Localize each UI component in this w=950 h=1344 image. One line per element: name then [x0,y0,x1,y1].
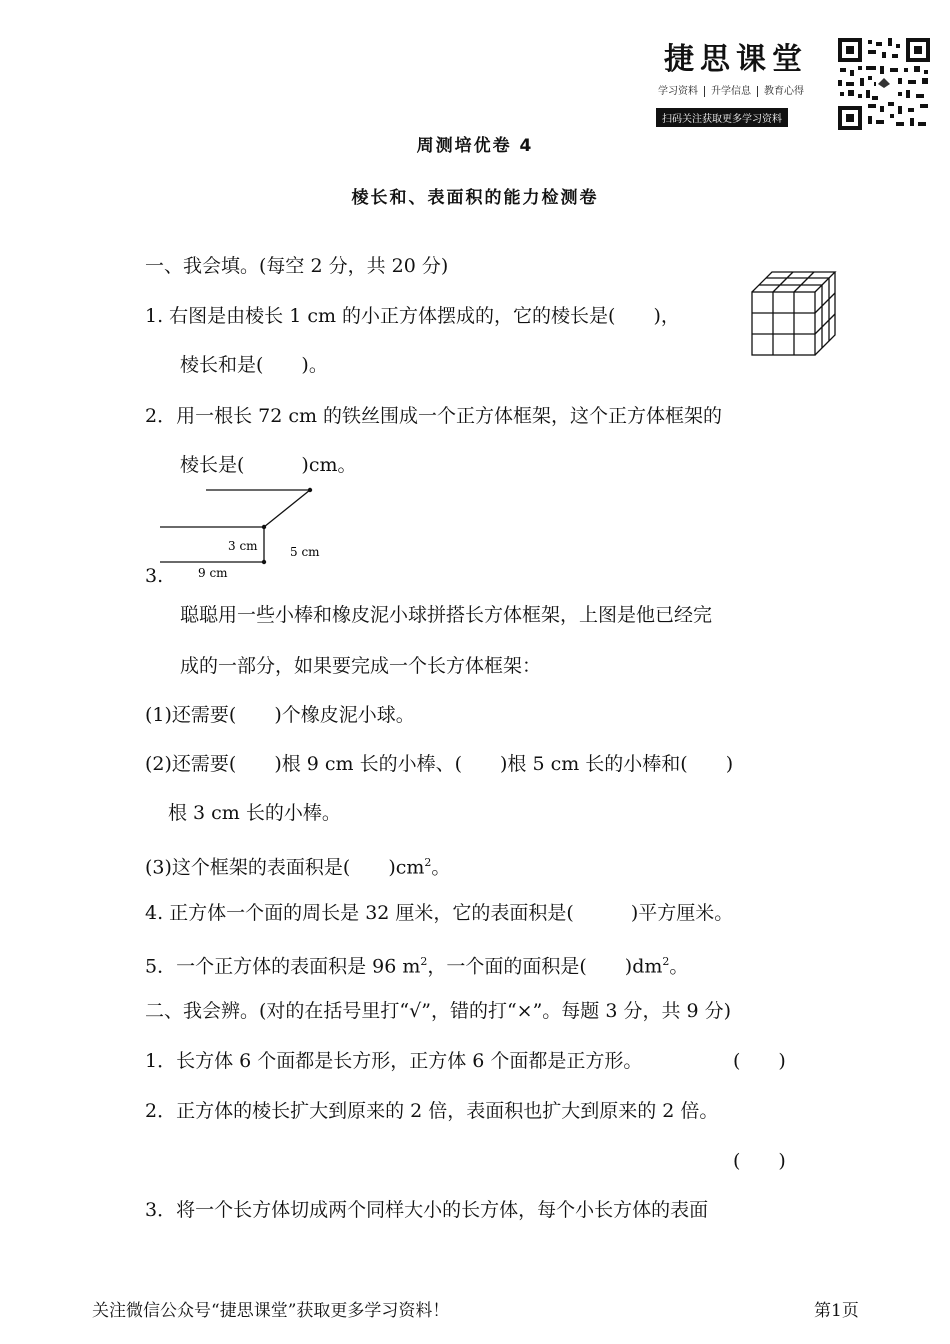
page-subtitle: 棱长和、表面积的能力检测卷 [351,188,599,208]
qr-code-icon [838,38,930,130]
q3-sub2-line2: 根 3 cm 长的小棒。 [168,802,341,824]
brand-name: 捷思课堂 [664,42,808,77]
page-title: 周测培优卷 4 [416,136,534,156]
s2-q3-text: 3．将一个长方体切成两个同样大小的长方体，每个小长方体的表面 [145,1199,709,1221]
s2-q1-bracket[interactable]: ( ) [733,1050,786,1072]
q2-line1: 2．用一根长 72 cm 的铁丝围成一个正方体框架，这个正方体框架的 [145,405,723,427]
s2-q2-text: 2．正方体的棱长扩大到原来的 2 倍，表面积也扩大到原来的 2 倍。 [145,1100,719,1122]
section1-heading: 一、我会填。(每空 2 分，共 20 分) [145,255,449,277]
brand-tag: 教育心得 [764,86,804,97]
q5-text-c: 。 [669,955,689,978]
page-number: 第1页 [814,1301,859,1321]
brand-tag: 学习资料 [652,86,705,97]
s2-q1-text: 1．长方体 6 个面都是长方形，正方体 6 个面都是正方形。 [145,1050,643,1072]
q5-sup-a: 2 [420,955,428,968]
length-label: 9 cm [198,566,228,580]
height-label: 3 cm [228,539,258,553]
brand-banner: 扫码关注获取更多学习资料 [656,108,788,127]
q3-sub3 [145,850,450,880]
q5-text-a: 5．一个正方体的表面积是 96 m [145,955,421,978]
frame-figure [156,484,336,580]
brand-tags [652,82,810,97]
footer-note: 关注微信公众号“捷思课堂”获取更多学习资料！ [92,1301,450,1321]
q1-line1: 1. 右图是由棱长 1 cm 的小正方体摆成的，它的棱长是( )， [145,305,680,327]
s2-q2-bracket[interactable]: ( ) [733,1150,786,1172]
q3-sub3-sup: 2 [424,856,432,869]
q3-line2: 成的一部分，如果要完成一个长方体框架： [180,655,542,677]
q4-line: 4. 正方体一个面的周长是 32 厘米，它的表面积是( )平方厘米。 [145,902,734,924]
q3-sub1: (1)还需要( )个橡皮泥小球。 [145,704,415,726]
brand-tag: 升学信息 [705,86,758,97]
q3-number: 3. [145,565,164,587]
q3-sub3-text: (3)这个框架的表面积是( )cm [145,856,425,879]
q1-line2: 棱长和是( )。 [180,354,328,376]
q2-line2: 棱长是( )cm。 [180,454,357,476]
q3-sub2-line1: (2)还需要( )根 9 cm 长的小棒、( )根 5 cm 长的小棒和( ) [145,753,734,775]
cube-figure [748,268,844,360]
q3-sub3-end: 。 [431,856,451,879]
q5-line [145,949,688,979]
q3-line1: 聪聪用一些小棒和橡皮泥小球拼搭长方体框架，上图是他已经完 [180,604,713,626]
q5-sup-b: 2 [662,955,670,968]
depth-label: 5 cm [290,545,320,559]
q5-text-b: ，一个面的面积是( )dm [427,955,663,978]
section2-heading: 二、我会辨。(对的在括号里打“√”，错的打“×”。每题 3 分，共 9 分) [145,1000,732,1022]
